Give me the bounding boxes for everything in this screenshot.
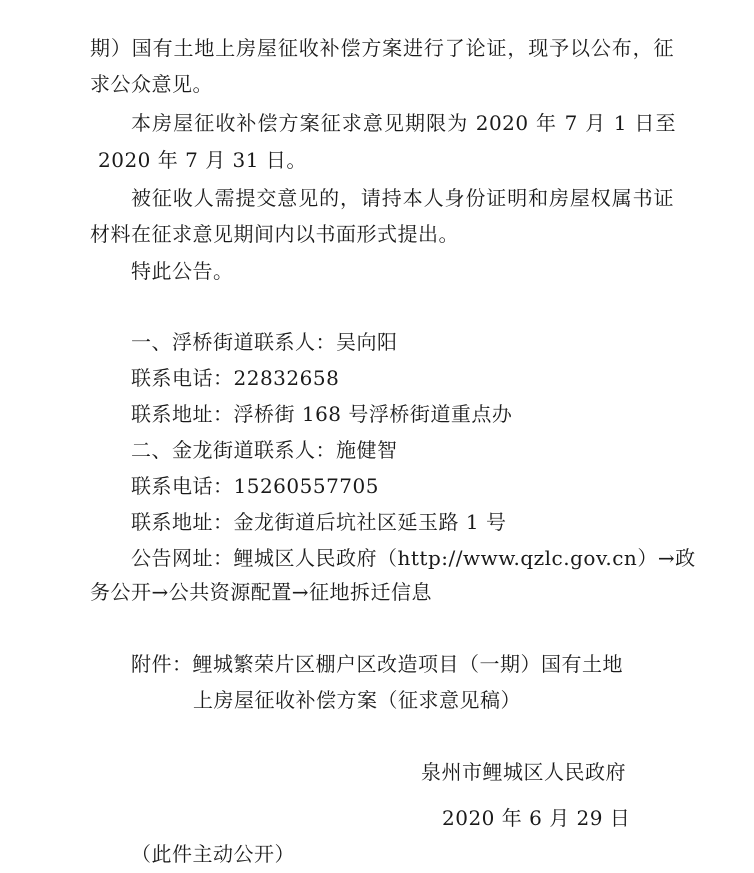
closing-phrase: 特此公告。	[131, 259, 234, 283]
attachment-line-2: 上房屋征收补偿方案（征求意见稿）	[193, 688, 521, 712]
paragraph-2-line-2: 2020 年 7 月 31 日。	[98, 148, 307, 172]
paragraph-3-line-1: 被征收人需提交意见的，请持本人身份证明和房屋权属书证	[131, 186, 674, 210]
disclosure-note: （此件主动公开）	[131, 842, 295, 866]
website-line-1: 公告网址：鲤城区人民政府（http://www.qzlc.gov.cn）→政	[131, 546, 696, 570]
attachment-line-1: 附件：鲤城繁荣片区棚户区改造项目（一期）国有土地	[131, 652, 623, 676]
paragraph-2-line-1: 本房屋征收补偿方案征求意见期限为 2020 年 7 月 1 日至	[131, 111, 676, 135]
website-line-2: 务公开→公共资源配置→征地拆迁信息	[90, 580, 433, 604]
contact-1-name: 一、浮桥街道联系人：吴向阳	[131, 330, 398, 354]
paragraph-1-line-2: 求公众意见。	[90, 72, 213, 96]
issue-date: 2020 年 6 月 29 日	[442, 806, 631, 830]
contact-1-address: 联系地址：浮桥街 168 号浮桥街道重点办	[131, 402, 513, 426]
paragraph-1-line-1: 期）国有土地上房屋征收补偿方案进行了论证，现予以公布，征	[90, 36, 674, 60]
issuer-signature: 泉州市鲤城区人民政府	[421, 760, 626, 784]
contact-2-name: 二、金龙街道联系人：施健智	[131, 438, 398, 462]
contact-1-phone: 联系电话：22832658	[131, 366, 340, 390]
contact-2-phone: 联系电话：15260557705	[131, 474, 379, 498]
paragraph-3-line-2: 材料在征求意见期间内以书面形式提出。	[90, 222, 459, 246]
contact-2-address: 联系地址：金龙街道后坑社区延玉路 1 号	[131, 510, 507, 534]
